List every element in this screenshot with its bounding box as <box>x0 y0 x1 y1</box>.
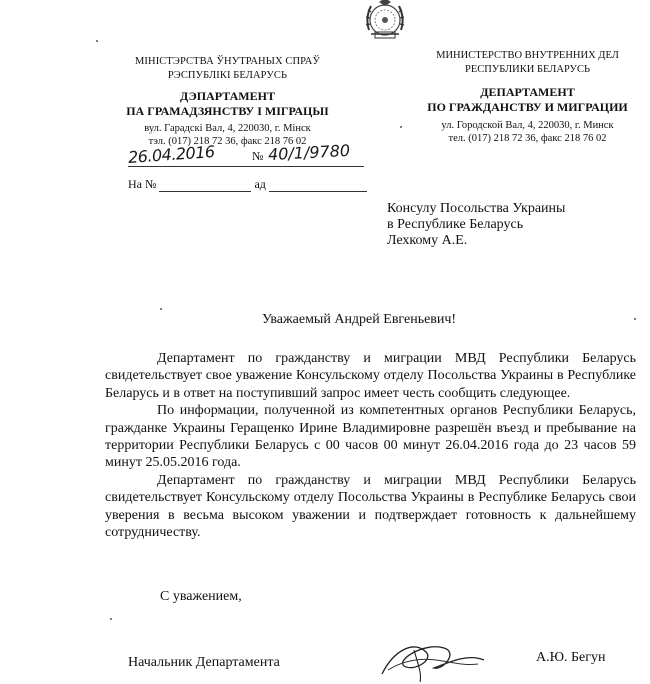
incoming-date-blank <box>269 180 367 192</box>
handwritten-signature <box>374 630 494 684</box>
closing: С уважением, <box>160 589 242 604</box>
number-label: № <box>252 149 264 163</box>
address-ru: ул. Городской Вал, 4, 220030, г. Минск <box>441 120 614 131</box>
scan-speck <box>96 40 98 42</box>
header-belarusian <box>100 55 355 148</box>
signatory-name: А.Ю. Бегун <box>536 650 606 665</box>
ministry-name-ru: МИНИСТЕРСТВО ВНУТРЕННИХ ДЕЛ <box>436 50 619 61</box>
incoming-number-blank <box>159 180 251 192</box>
salutation: Уважаемый Андрей Евгеньевич! <box>262 312 457 327</box>
scan-speck <box>400 126 402 128</box>
addressee-line-1: Консулу Посольства Украины <box>387 201 566 216</box>
ministry-name-be: МІНІСТЭРСТВА ЎНУТРАНЫХ СПРАЎ <box>135 56 320 67</box>
addressee-block <box>387 201 565 249</box>
department-name-ru: ПО ГРАЖДАНСТВУ И МИГРАЦИИ <box>427 100 628 114</box>
address-be: вул. Гарадскі Вал, 4, 220030, г. Мінск <box>144 123 311 134</box>
ministry-country-be: РЭСПУБЛІКІ БЕЛАРУСЬ <box>167 70 288 81</box>
ministry-country-ru: РЕСПУБЛИКИ БЕЛАРУСЬ <box>464 64 590 75</box>
department-title-be: ДЭПАРТАМЕНТ <box>180 89 275 103</box>
outgoing-date: 26.04.2016 <box>127 142 216 167</box>
paragraph-1: Департамент по гражданству и миграции МВД Республики Беларусь свидетельствует свое уважение Консульскому отделу Посольства Украины в Республике Беларусь и в ответ на поступивший запрос имеет честь сообщить следующее. <box>105 351 636 401</box>
scan-speck <box>160 308 162 310</box>
department-name-be: ПА ГРАМАДЗЯНСТВУ І МІГРАЦЫІ <box>126 104 329 118</box>
letter-body <box>105 350 636 541</box>
scan-speck <box>110 618 112 620</box>
header-russian <box>405 49 650 145</box>
incoming-number-label: На № <box>128 177 157 191</box>
reference-underline <box>128 166 364 167</box>
addressee-line-3: Лехкому А.Е. <box>387 233 468 248</box>
phone-ru: тел. (017) 218 72 36, факс 218 76 02 <box>448 133 607 144</box>
phone-be: тэл. (017) 218 72 36, факс 218 76 02 <box>148 136 307 147</box>
paragraph-3: Департамент по гражданству и миграции МВД Республики Беларусь свидетельствует Консульскому отделу Посольства Украины в Республике Беларусь свои уверения в весьма высоком уважении и подтверждает готовность к дальнейшему сотрудничеству. <box>105 472 636 541</box>
signatory-title: Начальник Департамента <box>128 655 280 670</box>
incoming-reference-line <box>128 177 367 192</box>
scan-speck <box>634 318 636 320</box>
outgoing-number: 40/1/9780 <box>267 140 351 165</box>
paragraph-2: По информации, полученной из компетентных органов Республики Беларусь, гражданке Украины Геращенко Ирине Владимировне разрешён въезд и пребывание на территории Республики Беларусь с 00 часов 00 минут 26.04.2016 года до 23 часов 59 минут 25.05.2016 года. <box>105 403 636 471</box>
department-title-ru: ДЕПАРТАМЕНТ <box>480 85 575 99</box>
incoming-date-label: ад <box>254 177 266 191</box>
state-emblem-icon <box>357 0 413 44</box>
addressee-line-2: в Республике Беларусь <box>387 217 524 232</box>
